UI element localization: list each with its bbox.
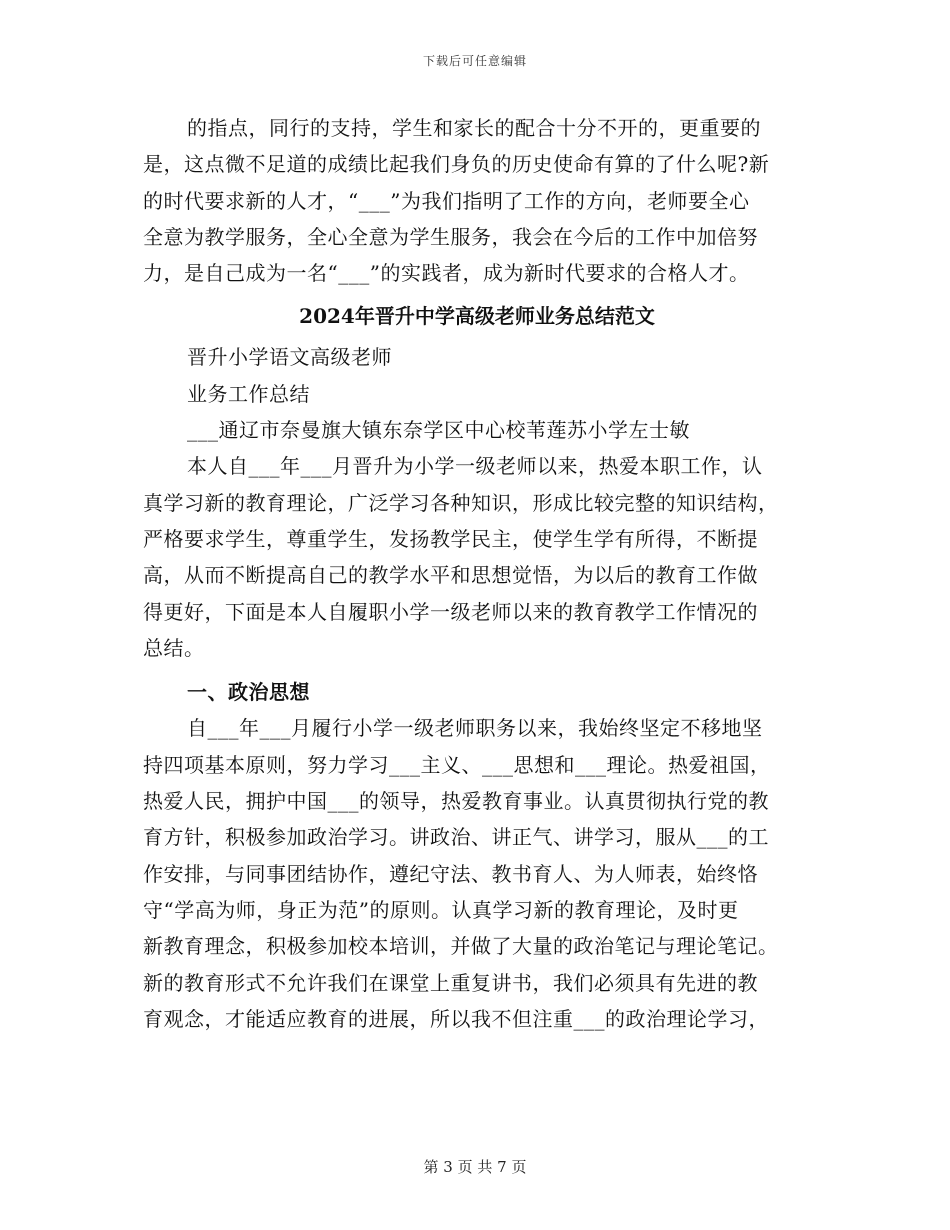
intro-line: 的时代要求新的人才，“___”为我们指明了工作的方向，老师要全心 [143,188,750,213]
section-heading: 一、政治思想 [187,680,310,705]
section-line: 育方针，积极参加政治学习。讲政治、讲正气、讲学习，服从___的工 [143,825,769,850]
summary-line: 本人自___年___月晋升为小学一级老师以来，热爱本职工作，认 [187,454,763,479]
document-body [143,110,811,1037]
summary-line: 得更好，下面是本人自履职小学一级老师以来的教育教学工作情况的 [143,599,758,624]
intro-paragraph [143,110,811,291]
summary-line: 严格要求学生，尊重学生，发扬教学民主，使学生学有所得，不断提 [143,526,758,551]
summary-line: 真学习新的教育理论，广泛学习各种知识，形成比较完整的知识结构， [143,490,779,515]
section-line: 新教育理念，积极参加校本培训，并做了大量的政治笔记与理论笔记。 [143,934,779,959]
section-line: 自___年___月履行小学一级老师职务以来，我始终坚定不移地坚 [187,716,763,741]
meta-block [143,339,811,448]
section-line: 热爱人民，拥护中国___的领导，热爱教育事业。认真贯彻执行党的教 [143,789,769,814]
summary-line: 总结。 [143,635,205,660]
section-line: 守“学高为师，身正为范”的原则。认真学习新的教育理论，及时更 [143,897,739,922]
section-line: 育观念，才能适应教育的进展，所以我不但注重___的政治理论学习， [143,1006,769,1031]
intro-line: 的指点，同行的支持，学生和家长的配合十分不开的，更重要的 [187,116,761,140]
page-header: 下载后可任意编辑 [422,54,527,68]
section-line: 作安排，与同事团结协作，遵纪守法、教书育人、为人师表，始终恪 [143,861,758,886]
section-line: 新的教育形式不允许我们在课堂上重复讲书，我们必须具有先进的教 [143,970,758,995]
document-title: 2024年晋升中学高级老师业务总结范文 [299,304,655,329]
intro-line: 是，这点微不足道的成绩比起我们身负的历史使命有算的了什么呢?新 [143,152,770,177]
summary-line: 高，从而不断提高自己的教学水平和思想觉悟，为以后的教育工作做 [143,563,758,588]
summary-paragraph [143,448,811,666]
page-footer: 第 3 页 共 7 页 [423,1158,527,1176]
intro-line: 全意为教学服务，全心全意为学生服务，我会在今后的工作中加倍努 [143,224,758,249]
section-paragraph [143,710,811,1037]
intro-line: 力，是自己成为一名“___”的实践者，成为新时代要求的合格人才。 [143,261,750,286]
meta-line-author: ___通辽市奈曼旗大镇东奈学区中心校苇莲苏小学左士敏 [187,418,690,443]
section-line: 持四项基本原则，努力学习___主义、___思想和___理论。热爱祖国， [143,752,771,777]
meta-line-position: 晋升小学语文高级老师 [187,345,392,370]
meta-line-subject: 业务工作总结 [187,381,310,406]
